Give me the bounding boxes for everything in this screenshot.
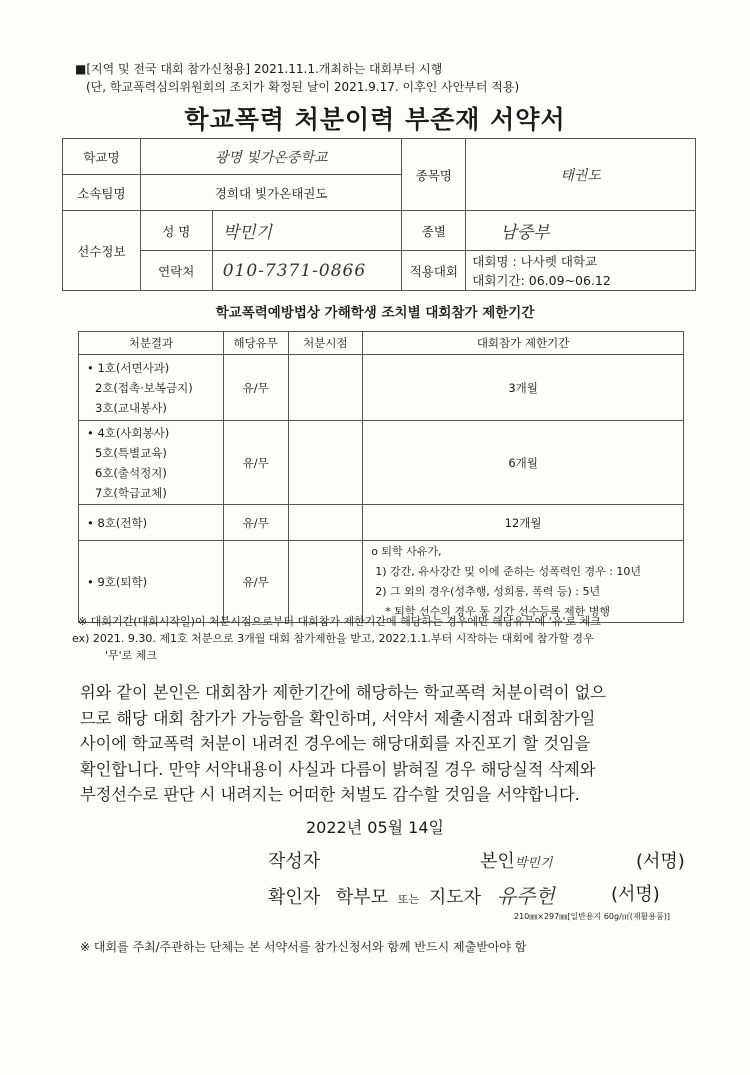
coach-name: 유주헌	[496, 884, 555, 908]
row3-check: 유/무	[223, 505, 288, 541]
row4-time	[288, 541, 363, 623]
row4-period: o 퇴학 사유가, 1) 강간, 유사강간 및 이에 준하는 성폭력인 경우 : 10년 2) 그 외의 경우(성추행, 성희롱, 폭력 등) : 5년 * 퇴학 선수의 경우 동 기간 선수등록 제한 병행	[363, 541, 684, 623]
note-2: ex) 2021. 9.30. 제1호 처분으로 3개월 대회 참가제한을 받고, 2022.1.1.부터 시작하는 대회에 참가할 경우	[72, 632, 594, 645]
name-value: 박민기	[212, 211, 402, 251]
header-period: 대회참가 제한기간	[363, 332, 684, 355]
or-label: 또는	[397, 893, 420, 906]
note-1: ※ 대회기간(대회시작일)이 처분시점으로부터 대회참가 제한기간에 해당하는 경우에만 해당유무에 '유'로 체크	[78, 615, 601, 628]
footer-note: ※ 대회를 주최/주관하는 단체는 본 서약서를 참가신청서와 함께 반드시 제출받아야 함	[80, 940, 527, 954]
penalty-table	[78, 331, 684, 623]
row2-check: 유/무	[223, 421, 288, 505]
meet-name: 대회명 : 나사렛 대학교	[472, 253, 598, 269]
row2-period: 6개월	[363, 421, 684, 505]
team-value: 경희대 빛가온태권도	[140, 175, 402, 211]
header-time: 처분시점	[288, 332, 363, 355]
self-label: 본인	[480, 851, 515, 872]
writer-label: 작성자	[268, 851, 321, 872]
row1-items: • 1호(서면사과) 2호(접촉·보복금지) 3호(교내봉사)	[79, 355, 224, 421]
notice-line-2: (단, 학교폭력심의위원회의 조치가 확정된 날이 2021.9.17. 이후인 사안부터 적용)	[86, 80, 520, 94]
coach-sign: (서명)	[611, 884, 660, 905]
paper-spec: 210㎜×297㎜[일반용지 60g/㎡(재활용품)]	[514, 912, 671, 921]
row3-period: 12개월	[363, 505, 684, 541]
event-label: 종목명	[402, 139, 466, 211]
row4-check: 유/무	[223, 541, 288, 623]
row1-period: 3개월	[363, 355, 684, 421]
row2-items: • 4호(사회봉사) 5호(특별교육) 6호(출석정지) 7호(학급교체)	[79, 421, 224, 505]
self-sign: (서명)	[636, 851, 685, 872]
self-name: 박민기	[514, 856, 553, 871]
row1-check: 유/무	[223, 355, 288, 421]
category-label: 종별	[402, 211, 466, 251]
row4-items: • 9호(퇴학)	[79, 541, 224, 623]
meet-period: 대회기간: 06.09~06.12	[472, 272, 611, 288]
info-table	[62, 138, 696, 291]
header-applicable: 해당유무	[223, 332, 288, 355]
coach-label: 지도자	[428, 887, 481, 908]
confirmer-label: 확인자	[268, 887, 321, 908]
team-label: 소속팀명	[63, 175, 141, 211]
row1-time	[288, 355, 363, 421]
row3-time	[288, 505, 363, 541]
header-result: 처분결과	[79, 332, 224, 355]
section-title: 학교폭력예방법상 가해학생 조치별 대회참가 제한기간	[215, 305, 535, 321]
pledge-date: 2022년 05월 14일	[306, 818, 444, 837]
school-value: 광명 빛가온중학교	[140, 139, 402, 175]
contact-value: 010-7371-0866	[212, 251, 402, 291]
school-label: 학교명	[63, 139, 141, 175]
applied-label: 적용대회	[402, 251, 466, 291]
pledge-text: 위와 같이 본인은 대회참가 제한기간에 해당하는 학교폭력 처분이력이 없으 므로 해당 대회 참가가 가능함을 확인하며, 서약서 제출시점과 대회참가일 사이에 학교폭력 처분이 내려진 경우에는 해당대회를 자진포기 할 것임을 확인합니다. 만약 서약내용이 사실과 다름이 밝혀질 경우 해당실적 삭제와 부정선수로 판단 시 내려지는 어떠한 처벌도 감수할 것임을 서약합니다.	[80, 683, 606, 804]
event-value: 태권도	[466, 139, 696, 211]
document-title: 학교폭력 처분이력 부존재 서약서	[184, 105, 566, 134]
row3-items: • 8호(전학)	[79, 505, 224, 541]
name-label: 성 명	[140, 211, 212, 251]
note-3: '무'로 체크	[105, 649, 158, 662]
contact-label: 연락처	[140, 251, 212, 291]
category-value: 남중부	[466, 211, 696, 251]
row2-time	[288, 421, 363, 505]
notice-line-1: ■[지역 및 전국 대회 참가신청용] 2021.11.1.개최하는 대회부터 시행	[75, 62, 443, 76]
parent-label: 학부모	[335, 887, 389, 908]
player-info-label: 선수정보	[63, 211, 141, 291]
